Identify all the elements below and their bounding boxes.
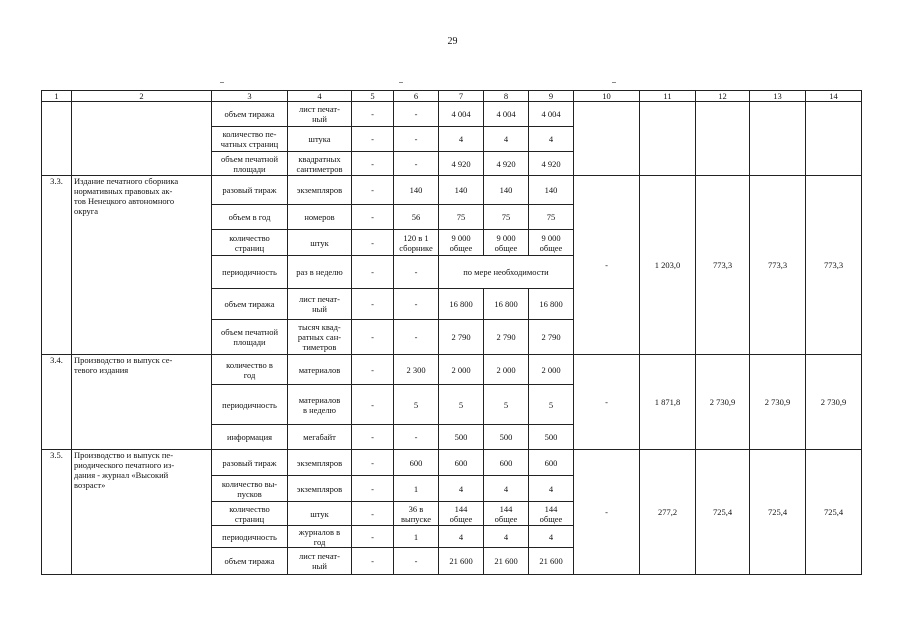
value-col9: 4 004 [529, 102, 574, 127]
value-col6: 600 [394, 450, 439, 476]
value-col5: - [352, 355, 394, 385]
value-col9: 5 [529, 385, 574, 425]
indicator-name: объем тиража [212, 289, 288, 320]
value-col6: 120 в 1 сборнике [394, 230, 439, 256]
unit-of-measure: лист печат- ный [288, 289, 352, 320]
value-col8: 4 920 [484, 152, 529, 176]
column-number: 4 [288, 91, 352, 102]
table-body [42, 91, 862, 575]
unit-of-measure: экземпляров [288, 176, 352, 205]
value-col7: 4 [439, 127, 484, 152]
value-col9: 2 000 [529, 355, 574, 385]
value-col7: 75 [439, 205, 484, 230]
page-header-rule [42, 82, 862, 83]
value-col11 [640, 102, 696, 176]
value-col5: - [352, 385, 394, 425]
value-col9: 4 [529, 127, 574, 152]
unit-of-measure: раз в неделю [288, 256, 352, 289]
unit-of-measure: журналов в год [288, 526, 352, 548]
value-col12: 773,3 [696, 176, 750, 355]
value-col7: 140 [439, 176, 484, 205]
unit-of-measure: экземпляров [288, 476, 352, 502]
value-col10: - [574, 176, 640, 355]
value-col6: - [394, 127, 439, 152]
table-row [42, 176, 862, 205]
item-name [72, 102, 212, 176]
indicator-name: количество пе- чатных страниц [212, 127, 288, 152]
unit-of-measure: штука [288, 127, 352, 152]
value-col12: 2 730,9 [696, 355, 750, 450]
column-number: 10 [574, 91, 640, 102]
unit-of-measure: материалов в неделю [288, 385, 352, 425]
value-col6: - [394, 289, 439, 320]
column-number: 12 [696, 91, 750, 102]
value-merged-col7-9: по мере необходимости [439, 256, 574, 289]
value-col13: 725,4 [750, 450, 806, 575]
column-number: 14 [806, 91, 862, 102]
indicator-name: периодичность [212, 385, 288, 425]
value-col6: 36 в выпуске [394, 502, 439, 526]
value-col8: 9 000 общее [484, 230, 529, 256]
item-number: 3.4. [42, 355, 72, 450]
item-name: Издание печатного сборника нормативных правовых ак- тов Ненецкого автономного округа [72, 176, 212, 355]
value-col7: 144 общее [439, 502, 484, 526]
unit-of-measure: материалов [288, 355, 352, 385]
value-col7: 500 [439, 425, 484, 450]
value-col6: 1 [394, 476, 439, 502]
indicator-name: объем в год [212, 205, 288, 230]
column-number: 2 [72, 91, 212, 102]
value-col13: 773,3 [750, 176, 806, 355]
value-col9: 16 800 [529, 289, 574, 320]
value-col6: 2 300 [394, 355, 439, 385]
value-col5: - [352, 476, 394, 502]
value-col9: 500 [529, 425, 574, 450]
unit-of-measure: номеров [288, 205, 352, 230]
value-col5: - [352, 548, 394, 575]
value-col7: 4 004 [439, 102, 484, 127]
indicator-name: периодичность [212, 256, 288, 289]
value-col5: - [352, 289, 394, 320]
value-col14: 2 730,9 [806, 355, 862, 450]
value-col9: 21 600 [529, 548, 574, 575]
unit-of-measure: штук [288, 502, 352, 526]
value-col9: 4 [529, 526, 574, 548]
value-col7: 16 800 [439, 289, 484, 320]
value-col8: 144 общее [484, 502, 529, 526]
item-number: 3.3. [42, 176, 72, 355]
item-name: Производство и выпуск пе- риодического печатного из- дания - журнал «Высокий возраст» [72, 450, 212, 575]
value-col5: - [352, 502, 394, 526]
value-col11: 1 203,0 [640, 176, 696, 355]
value-col8: 2 790 [484, 320, 529, 355]
value-col6: - [394, 320, 439, 355]
value-col5: - [352, 256, 394, 289]
value-col8: 75 [484, 205, 529, 230]
column-number: 9 [529, 91, 574, 102]
value-col6: - [394, 102, 439, 127]
value-col9: 140 [529, 176, 574, 205]
value-col9: 9 000 общее [529, 230, 574, 256]
column-number: 8 [484, 91, 529, 102]
value-col7: 9 000 общее [439, 230, 484, 256]
value-col11: 1 871,8 [640, 355, 696, 450]
value-col13 [750, 102, 806, 176]
value-col11: 277,2 [640, 450, 696, 575]
value-col5: - [352, 205, 394, 230]
table-row [42, 102, 862, 127]
column-number: 5 [352, 91, 394, 102]
value-col10 [574, 102, 640, 176]
value-col5: - [352, 526, 394, 548]
value-col9: 4 920 [529, 152, 574, 176]
value-col7: 4 920 [439, 152, 484, 176]
value-col6: 5 [394, 385, 439, 425]
value-col8: 21 600 [484, 548, 529, 575]
indicator-name: объем тиража [212, 548, 288, 575]
indicator-name: количество страниц [212, 502, 288, 526]
indicator-name: периодичность [212, 526, 288, 548]
value-col5: - [352, 230, 394, 256]
value-col8: 16 800 [484, 289, 529, 320]
value-col9: 2 790 [529, 320, 574, 355]
value-col7: 5 [439, 385, 484, 425]
value-col5: - [352, 152, 394, 176]
unit-of-measure: мегабайт [288, 425, 352, 450]
value-col7: 600 [439, 450, 484, 476]
value-col14: 725,4 [806, 450, 862, 575]
value-col8: 600 [484, 450, 529, 476]
value-col7: 21 600 [439, 548, 484, 575]
indicator-name: объем печатной площади [212, 152, 288, 176]
value-col8: 4 [484, 476, 529, 502]
value-col6: - [394, 425, 439, 450]
indicator-name: информация [212, 425, 288, 450]
value-col13: 2 730,9 [750, 355, 806, 450]
unit-of-measure: экземпляров [288, 450, 352, 476]
item-number: 3.5. [42, 450, 72, 575]
value-col8: 4 [484, 127, 529, 152]
column-number: 6 [394, 91, 439, 102]
value-col6: - [394, 548, 439, 575]
value-col10: - [574, 355, 640, 450]
item-number [42, 102, 72, 176]
value-col7: 4 [439, 476, 484, 502]
value-col8: 500 [484, 425, 529, 450]
value-col5: - [352, 102, 394, 127]
value-col6: 1 [394, 526, 439, 548]
value-col7: 2 790 [439, 320, 484, 355]
budget-indicators-table [41, 90, 862, 575]
value-col5: - [352, 176, 394, 205]
value-col14 [806, 102, 862, 176]
value-col12: 725,4 [696, 450, 750, 575]
unit-of-measure: штук [288, 230, 352, 256]
value-col9: 4 [529, 476, 574, 502]
unit-of-measure: лист печат- ный [288, 548, 352, 575]
value-col8: 4 004 [484, 102, 529, 127]
value-col5: - [352, 450, 394, 476]
indicator-name: разовый тираж [212, 176, 288, 205]
column-number: 13 [750, 91, 806, 102]
value-col14: 773,3 [806, 176, 862, 355]
value-col7: 2 000 [439, 355, 484, 385]
value-col5: - [352, 127, 394, 152]
value-col9: 600 [529, 450, 574, 476]
indicator-name: количество в год [212, 355, 288, 385]
value-col8: 4 [484, 526, 529, 548]
indicator-name: объем тиража [212, 102, 288, 127]
page-number: 29 [447, 36, 458, 47]
value-col12 [696, 102, 750, 176]
value-col5: - [352, 320, 394, 355]
indicator-name: количество страниц [212, 230, 288, 256]
value-col6: - [394, 152, 439, 176]
value-col5: - [352, 425, 394, 450]
unit-of-measure: квадратных сантиметров [288, 152, 352, 176]
column-number: 1 [42, 91, 72, 102]
table-row [42, 450, 862, 476]
value-col8: 140 [484, 176, 529, 205]
column-number: 11 [640, 91, 696, 102]
column-number: 3 [212, 91, 288, 102]
value-col9: 144 общее [529, 502, 574, 526]
value-col6: - [394, 256, 439, 289]
indicator-name: количество вы- пусков [212, 476, 288, 502]
value-col9: 75 [529, 205, 574, 230]
column-number-row [42, 91, 862, 102]
indicator-name: объем печатной площади [212, 320, 288, 355]
unit-of-measure: тысяч квад- ратных сан- тиметров [288, 320, 352, 355]
table-row [42, 355, 862, 385]
column-number: 7 [439, 91, 484, 102]
unit-of-measure: лист печат- ный [288, 102, 352, 127]
value-col10: - [574, 450, 640, 575]
value-col6: 140 [394, 176, 439, 205]
value-col8: 2 000 [484, 355, 529, 385]
value-col6: 56 [394, 205, 439, 230]
value-col7: 4 [439, 526, 484, 548]
indicator-name: разовый тираж [212, 450, 288, 476]
item-name: Производство и выпуск се- тевого издания [72, 355, 212, 450]
value-col8: 5 [484, 385, 529, 425]
